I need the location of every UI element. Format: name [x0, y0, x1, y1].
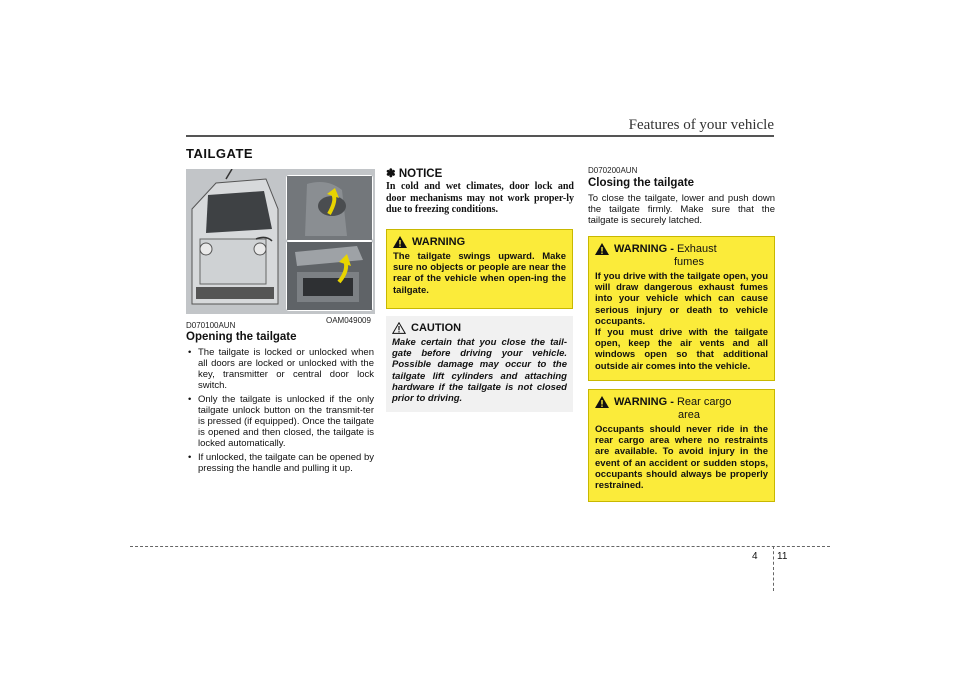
warning-cargo-sub: area: [678, 409, 701, 421]
section-code-closing: D070200AUN: [588, 166, 638, 175]
warning-box-cargo: [588, 389, 775, 502]
opening-bullet-list: [186, 347, 374, 474]
page-chapter-number: 4: [752, 551, 758, 562]
warning-exhaust-text-2: If you must drive with the tailgate open, keep the air vents and all windows open so that additional outside air comes into the vehicle.: [595, 327, 768, 372]
warning-exhaust-sub: fumes: [674, 256, 704, 268]
warning-cargo-text: Occupants should never ride in the rear cargo area where no restraints are available. To avoid injury in the event of an accident or sudden stops, occupants should always be properly restrained.: [595, 424, 768, 492]
warning-cargo-title: [595, 396, 768, 408]
list-item: • Only the tailgate is unlocked if the only tailgate unlock button on the transmit-ter is pressed (if equipped). Once the tailgate is opened and then closed, the tailgate is locked automatically.: [186, 394, 374, 449]
figure-code: OAM049009: [326, 316, 371, 325]
warning-text: The tailgate swings upward. Make sure no objects or people are near the rear of the vehicle when open-ing the tailgate.: [393, 251, 566, 296]
caution-title-text: CAUTION: [411, 322, 462, 334]
caution-text: Make certain that you close the tail-gate before driving your vehicle. Possible damage may occur to the tailgate lift cylinders and attaching hardware if the tailgate is not closed prior to driving.: [392, 337, 567, 405]
handle-detail-illustration: [287, 176, 372, 240]
list-item: • If unlocked, the tailgate can be opened by pressing the handle and pulling it up.: [186, 452, 374, 474]
opening-tailgate-title: Opening the tailgate: [186, 331, 297, 343]
warning-triangle-icon: [595, 396, 609, 408]
warning-title: [393, 236, 566, 248]
caution-box: [386, 316, 573, 412]
notice-title: ✽ NOTICE: [386, 168, 443, 180]
caution-title: [392, 322, 567, 334]
warning-cargo-main: Rear cargo: [676, 396, 732, 408]
warning-exhaust-text-1: If you drive with the tailgate open, you will draw dangerous exhaust fumes into your vehicle which can cause serious injury or death to vehicle occupants.: [595, 271, 768, 327]
section-heading: TAILGATE: [186, 146, 254, 161]
opening-instructions: [186, 347, 374, 477]
header-rule: [186, 135, 774, 137]
warning-title-text: WARNING: [412, 236, 466, 248]
warning-box-exhaust: [588, 236, 775, 381]
open-tailgate-inset: [286, 241, 373, 311]
list-item: • The tailgate is locked or unlocked when all doors are locked or unlocked with the key, transmitter or central door lock switch.: [186, 347, 374, 391]
warning-triangle-icon: [393, 236, 407, 248]
open-tailgate-illustration: [287, 242, 372, 310]
notice-text: In cold and wet climates, door lock and door mechanisms may not work proper-ly due to freezing conditions.: [386, 181, 574, 215]
closing-tailgate-title: Closing the tailgate: [588, 177, 695, 189]
page-number: 11: [777, 551, 788, 562]
warning-exhaust-prefix: WARNING -: [614, 243, 677, 255]
warning-exhaust-title: [595, 243, 768, 255]
footer-rule: [130, 546, 830, 547]
closing-instructions: To close the tailgate, lower and push down the tailgate firmly. Make sure that the tailgate is securely latched.: [588, 193, 775, 226]
section-code-opening: D070100AUN: [186, 321, 236, 330]
warning-box-tailgate: [386, 229, 573, 309]
warning-triangle-icon: [595, 243, 609, 255]
caution-triangle-icon: [392, 322, 406, 334]
warning-exhaust-main: Exhaust: [676, 243, 717, 255]
footer-divider: [773, 546, 774, 591]
handle-inset: [286, 175, 373, 241]
chapter-title: Features of your vehicle: [628, 117, 774, 133]
warning-cargo-prefix: WARNING -: [614, 396, 677, 408]
